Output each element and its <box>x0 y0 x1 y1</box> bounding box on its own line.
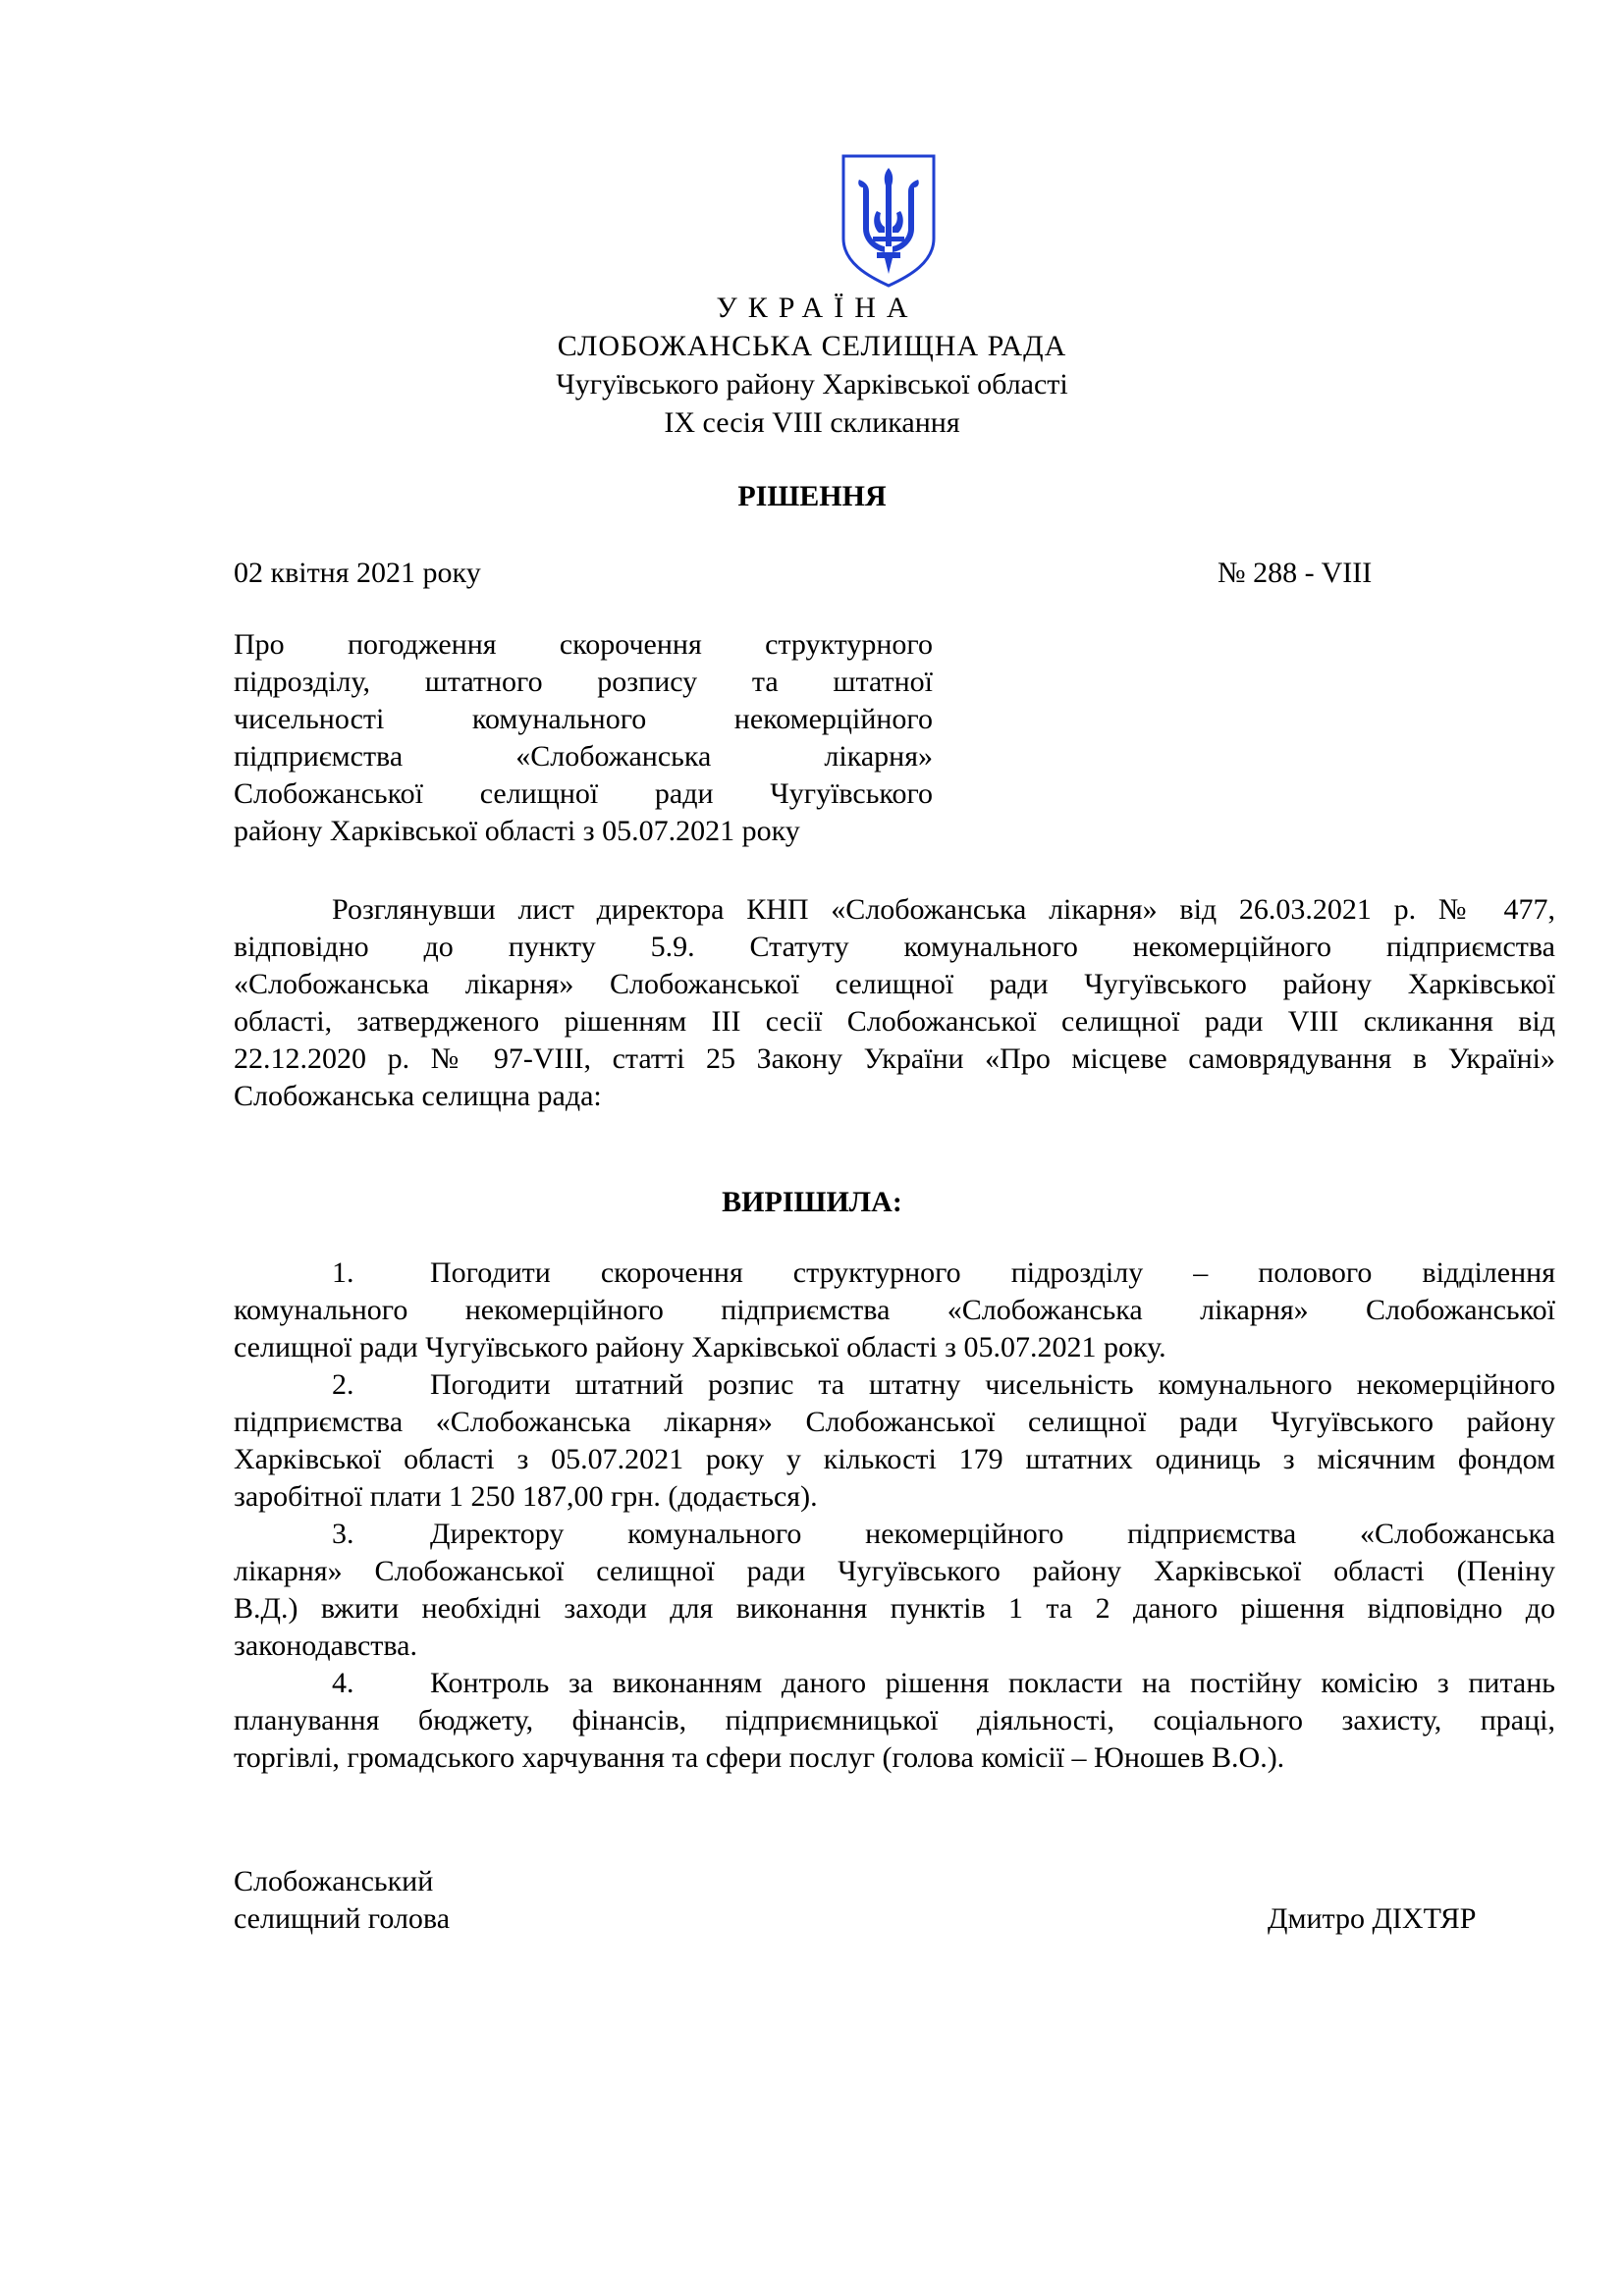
item-text: Погодити скорочення структурного підрозділу – полового відділення <box>430 1256 1555 1289</box>
preamble-line: Розглянувши лист директора КНП «Слобожанська лікарня» від 26.03.2021 р. № 477, <box>332 893 1555 926</box>
subject-line: підприємства «Слобожанська лікарня» <box>234 740 933 773</box>
item-text: Директору комунального некомерційного підприємства «Слобожанська <box>430 1518 1555 1550</box>
item-line: законодавства. <box>234 1629 417 1662</box>
coat-of-arms-icon <box>839 152 938 290</box>
item-number: 4. <box>332 1667 354 1699</box>
decided-heading: ВИРІШИЛА: <box>722 1186 902 1218</box>
item-line: Харківської області з 05.07.2021 року у кількості 179 штатних одиниць з місячним фондом <box>234 1443 1555 1475</box>
item-line: заробітної плати 1 250 187,00 грн. (додається). <box>234 1480 818 1513</box>
document-title: РІШЕННЯ <box>737 480 887 512</box>
item-text: Контроль за виконанням даного рішення покласти на постійну комісію з питань <box>430 1667 1555 1699</box>
subject-line: Про погодження скорочення структурного <box>234 628 933 661</box>
signer-name: Дмитро ДІХТЯР <box>1268 1902 1477 1935</box>
decision-item-2 <box>234 1366 1555 1404</box>
preamble-line: Слобожанська селищна рада: <box>234 1080 602 1112</box>
decision-item-4 <box>234 1665 1555 1702</box>
item-line: підприємства «Слобожанська лікарня» Слобожанської селищної ради Чугуївського району <box>234 1406 1555 1438</box>
document-date: 02 квітня 2021 року <box>234 557 481 589</box>
district-name: Чугуївського району Харківської області <box>556 368 1068 400</box>
document-number: № 288 - VIII <box>1218 557 1373 589</box>
item-line: комунального некомерційного підприємства «Слобожанська лікарня» Слобожанської <box>234 1294 1555 1326</box>
item-line: В.Д.) вжити необхідні заходи для виконання пунктів 1 та 2 даного рішення відповідно до <box>234 1592 1555 1625</box>
subject-line: району Харківської області з 05.07.2021 року <box>234 815 800 847</box>
signature-title-line: селищний голова <box>234 1902 451 1935</box>
subject-line: підрозділу, штатного розпису та штатної <box>234 666 933 698</box>
signature-title <box>234 1863 450 1938</box>
item-line: планування бюджету, фінансів, підприємницької діяльності, соціального захисту, праці, <box>234 1704 1555 1736</box>
item-number: 1. <box>332 1256 354 1289</box>
subject-line: чисельності комунального некомерційного <box>234 703 933 735</box>
preamble-line: відповідно до пункту 5.9. Статуту комунального некомерційного підприємства <box>234 931 1555 963</box>
item-text: Погодити штатний розпис та штатну чисельність комунального некомерційного <box>430 1368 1555 1401</box>
item-line: торгівлі, громадського харчування та сфери послуг (голова комісії – Юношев В.О.). <box>234 1741 1285 1774</box>
council-name: СЛОБОЖАНСЬКА СЕЛИЩНА РАДА <box>557 330 1067 362</box>
decision-item-1 <box>234 1255 1555 1292</box>
preamble-line: «Слобожанська лікарня» Слобожанської селищної ради Чугуївського району Харківської <box>234 968 1555 1000</box>
item-line: лікарня» Слобожанської селищної ради Чугуївського району Харківської області (Пеніну <box>234 1555 1555 1587</box>
preamble-paragraph <box>234 891 1555 1115</box>
country-name: УКРАЇНА <box>716 292 919 324</box>
item-number: 3. <box>332 1518 354 1550</box>
subject-line: Слобожанської селищної ради Чугуївського <box>234 777 933 810</box>
subject-block <box>234 626 933 850</box>
item-number: 2. <box>332 1368 354 1401</box>
session-info: IX сесія VIII скликання <box>664 406 960 439</box>
preamble-line: області, затвердженого рішенням III сесії Слобожанської селищної ради VIII скликання від <box>234 1005 1555 1038</box>
signature-title-line: Слобожанський <box>234 1865 434 1897</box>
decision-items <box>234 1255 1555 1777</box>
preamble-line: 22.12.2020 р. № 97-VIII, статті 25 Закону України «Про місцеве самоврядування в Україні» <box>234 1042 1555 1075</box>
item-line: селищної ради Чугуївського району Харківської області з 05.07.2021 року. <box>234 1331 1166 1363</box>
decision-item-3 <box>234 1516 1555 1553</box>
